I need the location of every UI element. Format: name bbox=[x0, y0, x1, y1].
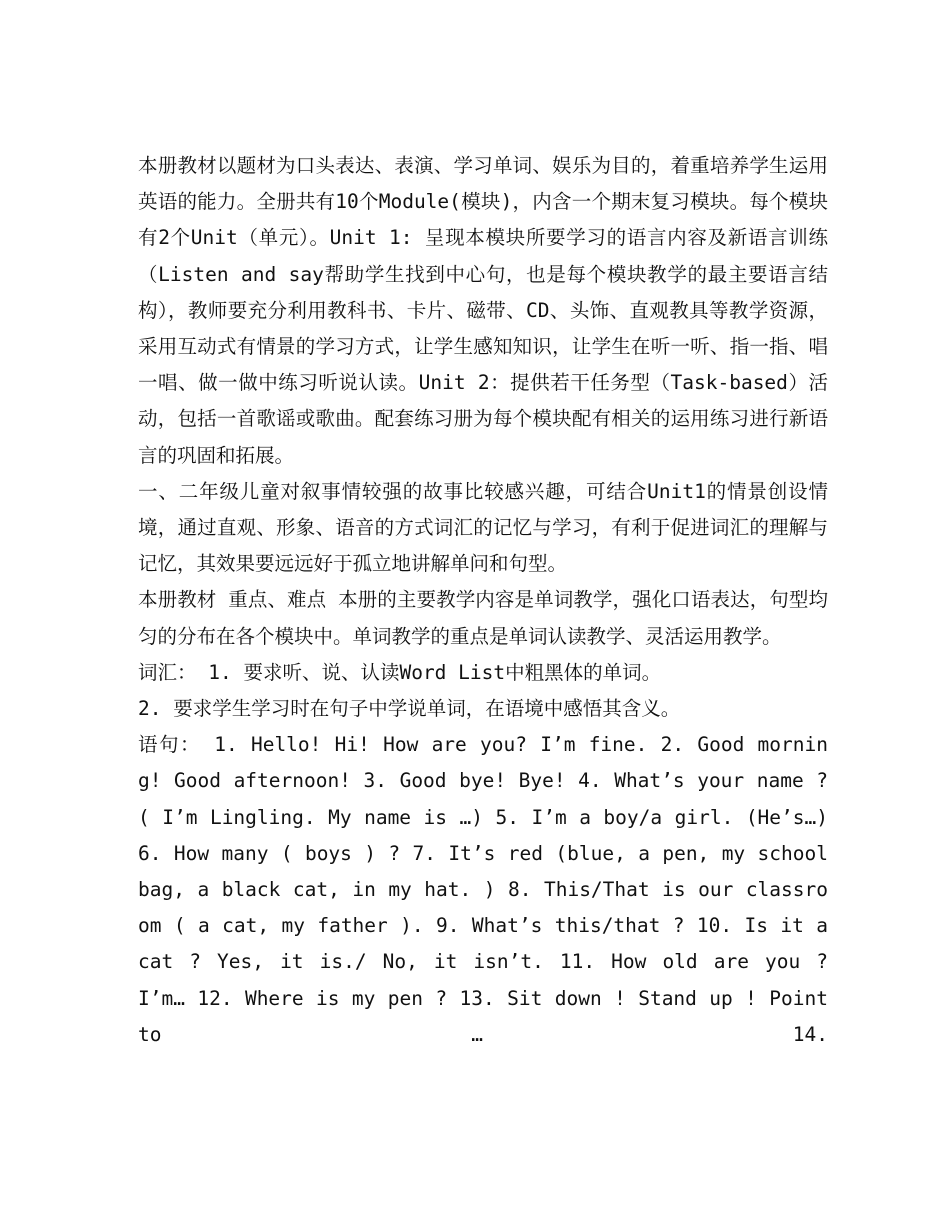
paragraph-vocabulary-1: 词汇： 1. 要求听、说、认读Word List中粗黑体的单词。 bbox=[138, 660, 662, 684]
document-body bbox=[138, 148, 828, 1053]
paragraph-sentences: 语句： 1. Hello! Hi! How are you? I’m fine. 2. Good morning! Good afternoon! 3. Good bye! Bye! 4. What’s your name ?( I’m Lingling. My name is …) 5. I’m a boy/a girl. (He’s…) 6. How many ( boys ) ? 7. It’s red (blue, a pen, my school bag, a black cat, in my hat. ) 8. This/That is our classroom ( a cat, my father ). 9. What’s this/that ? 10. Is it a cat ? Yes, it is./ No, it isn’t. 11. How old are you ? I’m… 12. Where is my pen ? 13. Sit down ! Stand up ! Point to … 14. bbox=[138, 733, 828, 1046]
paragraph-textbook-overview: 本册教材以题材为口头表达、表演、学习单词、娱乐为目的，着重培养学生运用英语的能力。全册共有10个Module(模块)，内含一个期末复习模块。每个模块有2个Unit（单元）。Unit 1: 呈现本模块所要学习的语言内容及新语言训练（Listen and say帮助学生找到中心句，也是每个模块教学的最主要语言结构），教师要充分利用教科书、卡片、磁带、CD、头饰、直观教具等教学资源，采用互动式有情景的学习方式，让学生感知知识，让学生在听一听、指一指、唱一唱、做一做中练习听说认读。Unit 2：提供若干任务型（Task-based）活动，包括一首歌谣或歌曲。配套练习册为每个模块配有相关的运用练习进行新语言的巩固和拓展。 bbox=[138, 154, 828, 467]
paragraph-children-interest: 一、二年级儿童对叙事情较强的故事比较感兴趣，可结合Unit1的情景创设情境，通过直观、形象、语音的方式词汇的记忆与学习，有利于促进词汇的理解与记忆，其效果要远远好于孤立地讲解单问和句型。 bbox=[138, 479, 828, 576]
paragraph-key-points: 本册教材 重点、难点 本册的主要教学内容是单词教学，强化口语表达，句型均匀的分布在各个模块中。单词教学的重点是单词认读教学、灵活运用教学。 bbox=[138, 588, 828, 648]
paragraph-vocabulary-2: 2. 要求学生学习时在句子中学说单词，在语境中感悟其含义。 bbox=[138, 697, 681, 721]
